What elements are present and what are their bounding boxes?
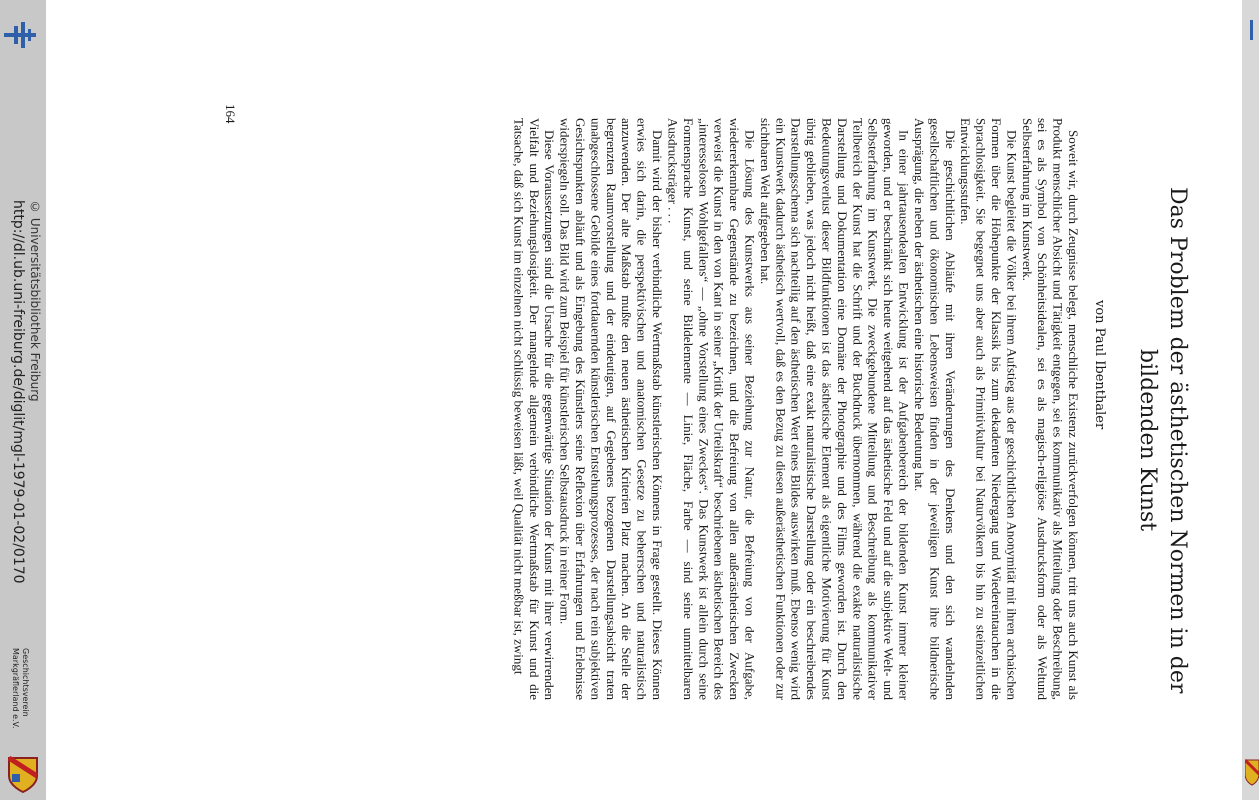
verein-crest-icon [3, 754, 43, 794]
paragraph: Die Lösung des Kunstwerks aus seiner Beziehung zur Natur, die Befreiung von der Aufgabe, wiedererkennbare Gegenstände zu bezeichnen, und die Befreiung von allen außerästhetischen Zwecken verweist die Kunst in den von Kant in seiner „Kritik der Urteilskraft“ beschriebenen ästhetischen Bereich des „interesselosen Wohlgefallens“ — „ohne Vorstellung eines Zweckes“. Das Kunstwerk ist allein durch seine Formensprache Kunst, und seine Bildelemente — Linie, Fläche, Farbe — sind seine unmittelbaren Ausdrucksträger . . . [665, 118, 758, 700]
document-url[interactable]: http://dl.ub.uni-freiburg.de/diglit/mgl-1979-01-02/0170 [10, 200, 26, 584]
paragraph: Damit wird der bisher verbindliche Wertmaßstab künstlerischen Könnens in Frage gestellt. Dieses Können erwies sich darin, die perspektivischen und anatomischen Gesetze zu beherrschen und naturalistisch anzuwenden. Der alte Maßstab mußte den neuen ästhetischen Kriterien Platz machen. An die Stelle der begrenzten Raumvorstellung und der eindeutigen, auf Gegebenes bezogenen Darstellungsabsicht traten unabgeschlossene Gebilde eines fortdauernden künstlerischen Entstehungsprozesses, der nach rein subjektiven Gesichtspunkten abläuft und als Eingebung des Künstlers seine Reflexion über Erfahrungen und Erlebnisse widerspiegeln soll. Das Bild wird zum Beispiel für künstlerischen Selbstausdruck in reiner Form. [557, 118, 666, 700]
article-title: Das Problem der ästhetischen Normen in der bildenden Kunst [1135, 186, 1190, 694]
paragraph: Soweit wir, durch Zeugnisse belegt, menschliche Existenz zurückverfolgen können, tritt uns auch Kunst als Produkt menschlicher Absicht und Tätigkeit entgegen, sei es kommunikativ als Mitteilung oder Beschreibung, sei es als Symbol von Schönheitsidealen, sei es als magisch-religiöse Ausdrucksform oder als Weltund Selbsterfahrung im Kunstwerk. [1019, 118, 1081, 700]
document-page [46, 0, 1242, 800]
verein-label [10, 648, 30, 729]
verein-line-2: Markgräflerland e.V. [11, 648, 20, 729]
paragraph: Die Kunst begleitet die Völker bei ihrem Aufstieg aus der geschichtlichen Anonymität mit ihren archaischen Formen über die Höhepunkte der Klassik bis zum dekadenten Niedergang und Wiedereintauchen in die Sprachlosigkeit. Sie begegnet uns aber auch als Primitivkultur bei Naturvölkern bis hin zu steinzeitlichen Entwicklungsstufen. [958, 118, 1020, 700]
viewer-right-strip [1242, 0, 1259, 800]
university-logo-icon [4, 20, 36, 50]
paragraph: Diese Voraussetzungen sind die Ursache für die gegenwärtige Situation der Kunst mit ihrer verwirrenden Vielfalt und Beziehungslosigkeit. Der mangelnde allgemein verbindliche Wertmaßstab für Kunst und die Tatsache, daß sich Kunst im einzelnen nicht schlüssig beweisen läßt, weil Qualität nicht meßbar ist, zwingt [511, 118, 558, 700]
paragraph: In einer jahrtausendealten Entwicklung ist der Aufgabenbereich der bildenden Kunst immer kleiner geworden, und er beschränkt sich heute weitgehend auf das ästhetische Feld und auf die subjektive Welt- und Selbsterfahrung im Kunstwerk. Die zweckgebundene Mitteilung und Beschreibung als kommunikativer Teilbereich der Kunst hat die Schrift und der Buchdruck übernommen, während die exakte naturalistische Darstellung und Dokumentation eine Domäne der Photographie und des Films geworden ist. Durch den Bedeutungsverlust dieser Bildfunktionen ist das ästhetische Element als eigentliche Motivierung für Kunst übrig geblieben, was jedoch nicht heißt, daß eine exakt naturalistische Darstellung oder ein beschreibendes Darstellungsschema sich nachteilig auf den ästhetischen Wert eines Bildes auswirken muß. Ebenso wenig wird ein Kunstwerk dadurch ästhetisch wertvoll, daß es den Bezug zu diesen außerästhetischen Funktionen oder zur sichtbaren Welt aufgegeben hat. [757, 118, 912, 700]
page-number: 164 [223, 104, 238, 124]
article-author: von Paul Ibenthaler [1092, 300, 1107, 430]
paragraph: Die geschichtlichen Abläufe mit ihren Veränderungen des Denkens und den sich wandelnden gesellschaftlichen und ökonomischen Lebensweisen finden in der jeweiligen Kunst ihre bildnerische Ausprägung, die neben der ästhetischen eine historische Bedeutung hat. [911, 118, 958, 700]
verein-crest-icon [1245, 758, 1259, 786]
copyright-notice: © Universitätsbibliothek Freiburg [28, 200, 42, 402]
viewer-left-strip [0, 0, 46, 800]
verein-line-1: Geschichtsverein [21, 648, 30, 717]
article-body [251, 118, 1081, 700]
university-logo-icon [1247, 20, 1257, 40]
